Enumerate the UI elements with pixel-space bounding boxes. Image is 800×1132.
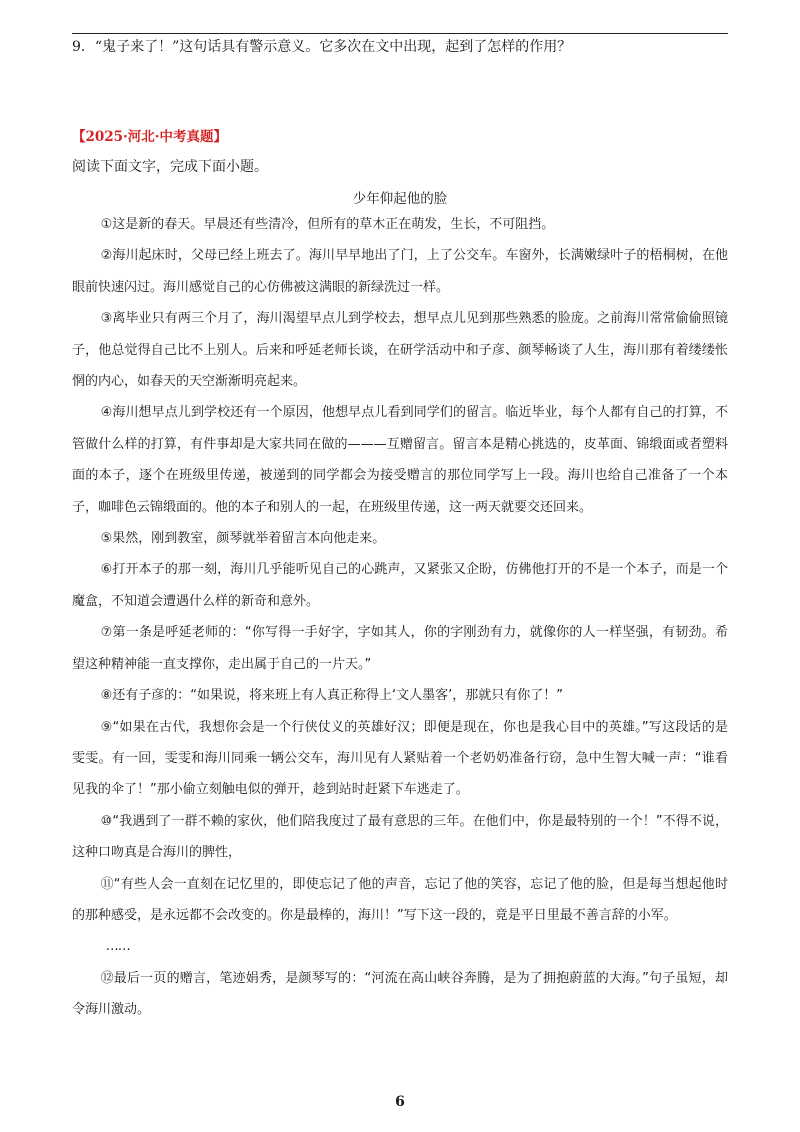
article-paragraph-9: ⑨“如果在古代，我想你会是一个行侠仗义的英雄好汉；即便是现在，你也是我心目中的英雄。”写这段话的是雯雯。有一回，雯雯和海川同乘一辆公交车，海川见有人紧贴着一个老奶奶准备行窃，急中生智大喊一声：“谁看见我的伞了！”那小偷立刻触电似的弹开，趁到站时赶紧下车逃走了。	[72, 719, 728, 798]
article-paragraph-12: ⑫最后一页的赠言，笔迹娟秀，是颜琴写的：“河流在高山峡谷奔腾，是为了拥抱蔚蓝的大海。”句子虽短，却令海川激动。	[72, 970, 728, 1018]
article-paragraph-4: ④海川想早点儿到学校还有一个原因，他想早点儿看到同学们的留言。临近毕业，每个人都有自己的打算，不管做什么样的打算，有件事却是大家共同在做的———互赠留言。留言本是精心挑选的，皮革面、锦缎面或者塑料面的本子，逐个在班级里传递，被递到的同学都会为接受赠言的那位同学写上一段。海川也给自己准备了一个本子，咖啡色云锦缎面的。他的本子和别人的一起，在班级里传递，这一两天就要交还回来。	[72, 405, 728, 515]
article-paragraph-1: ①这是新的春天。早晨还有些清冷，但所有的草木正在萌发，生长，不可阻挡。	[100, 217, 555, 232]
article-paragraph-6: ⑥打开本子的那一刻，海川几乎能听见自己的心跳声，又紧张又企盼，仿佛他打开的不是一个本子，而是一个魔盒，不知道会遭遇什么样的新奇和意外。	[72, 562, 728, 609]
article-paragraph-3: ③离毕业只有两三个月了，海川渴望早点儿到学校去，想早点儿见到那些熟悉的脸庞。之前海川常常偷偷照镜子，他总觉得自己比不上别人。后来和呼延老师长谈，在研学活动中和子彦、颜琴畅谈了人生，海川那有着缕缕怅惘的内心，如春天的天空渐渐明亮起来。	[72, 311, 728, 390]
question-9: 9．“鬼子来了！”这句话具有警示意义。它多次在文中出现，起到了怎样的作用？	[72, 39, 572, 55]
reading-instruction: 阅读下面文字，完成下面小题。	[72, 159, 268, 175]
source-tag: 【2025·河北·中考真题】	[72, 129, 227, 145]
article-body	[72, 209, 728, 1026]
article-paragraph-2: ②海川起床时，父母已经上班去了。海川早早地出了门，上了公交车。车窗外，长满嫩绿叶子的梧桐树，在他眼前快速闪过。海川感觉自己的心仿佛被这满眼的新绿洗过一样。	[72, 248, 728, 295]
article-paragraph-11: ⑪“有些人会一直刻在记忆里的，即使忘记了他的声音，忘记了他的笑容，忘记了他的脸，但是每当想起他时的那种感受，是永远都不会改变的。你是最棒的，海川！”写下这一段的，竟是平日里最不善言辞的小军。	[72, 876, 728, 923]
article-paragraph-8: ⑧还有子彦的：“如果说，将来班上有人真正称得上‘文人墨客’，那就只有你了！”	[100, 688, 563, 704]
article-ellipsis: ……	[105, 939, 130, 955]
page-number: 6	[395, 1094, 405, 1110]
top-rule	[72, 33, 728, 34]
article-paragraph-10: ⑩“我遇到了一群不赖的家伙，他们陪我度过了最有意思的三年。在他们中，你是最特别的一个！”不得不说，这种口吻真是合海川的脾性，	[72, 813, 728, 861]
article-title: 少年仰起他的脸	[352, 191, 448, 207]
article-paragraph-7: ⑦第一条是呼延老师的：“你写得一手好字，字如其人，你的字刚劲有力，就像你的人一样坚强，有韧劲。希望这种精神能一直支撑你，走出属于自己的一片天。”	[72, 625, 728, 672]
article-paragraph-5: ⑤果然，刚到教室，颜琴就举着留言本向他走来。	[100, 531, 386, 547]
